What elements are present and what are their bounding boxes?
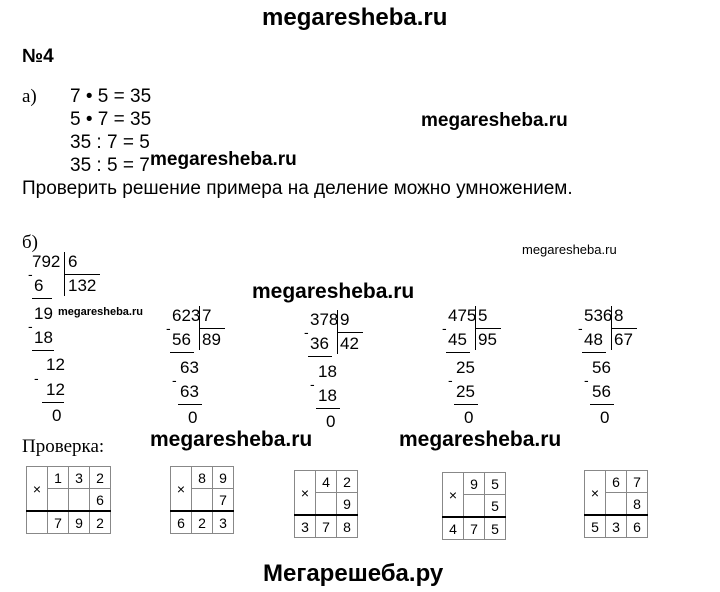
subtraction-line xyxy=(32,298,52,299)
quotient: 95 xyxy=(478,330,497,349)
subtrahend: 18 xyxy=(34,328,53,347)
grid-cell xyxy=(464,495,485,518)
subtrahend: 6 xyxy=(34,276,44,295)
watermark: megaresheba.ru xyxy=(522,242,617,257)
check-grid-2 xyxy=(170,466,234,534)
remainder: 63 xyxy=(180,358,199,377)
subtrahend: 63 xyxy=(180,382,199,401)
grid-cell: 3 xyxy=(69,467,90,489)
long-division-1 xyxy=(28,252,138,432)
remainder: 56 xyxy=(592,358,611,377)
minus-sign: - xyxy=(578,320,583,336)
remainder: 18 xyxy=(318,362,337,381)
minus-sign: - xyxy=(172,372,177,388)
part-b-label: б) xyxy=(22,232,38,253)
subtrahend: 18 xyxy=(318,386,337,405)
grid-cell xyxy=(316,493,337,516)
grid-cell: 7 xyxy=(48,511,69,534)
grid-cell: 2 xyxy=(192,511,213,534)
quotient: 132 xyxy=(68,276,97,295)
dividend: 623 xyxy=(172,306,201,325)
grid-cell: 9 xyxy=(337,493,358,516)
subtraction-line xyxy=(590,404,614,405)
grid-cell: 5 xyxy=(485,495,506,518)
subtrahend: 56 xyxy=(172,330,191,349)
check-grid-4 xyxy=(442,472,506,540)
divisor: 6 xyxy=(68,252,78,271)
multiply-sign: × xyxy=(443,473,464,518)
multiply-sign: × xyxy=(585,471,606,516)
check-label: Проверка: xyxy=(22,436,105,457)
minus-sign: - xyxy=(304,324,309,340)
watermark: megaresheba.ru xyxy=(58,306,143,318)
dividend: 792 xyxy=(32,252,61,271)
remainder: 0 xyxy=(600,408,610,427)
subtraction-line xyxy=(32,350,54,351)
subtrahend: 25 xyxy=(456,382,475,401)
grid-cell xyxy=(69,489,90,512)
minus-sign: - xyxy=(28,266,33,282)
check-grid-3 xyxy=(294,470,358,538)
multiply-sign: × xyxy=(27,467,48,512)
grid-cell: 7 xyxy=(464,517,485,540)
grid-cell: 5 xyxy=(585,515,606,538)
grid-cell: 4 xyxy=(316,471,337,493)
division-bar xyxy=(199,328,225,329)
remainder: 19 xyxy=(34,304,53,323)
minus-sign: - xyxy=(34,370,39,386)
watermark-bottom: Мегарешеба.ру xyxy=(263,560,444,587)
long-division-3 xyxy=(306,310,396,440)
subtrahend: 12 xyxy=(46,380,65,399)
subtraction-line xyxy=(582,352,606,353)
grid-cell xyxy=(27,511,48,534)
grid-cell: 6 xyxy=(90,489,111,512)
quotient: 67 xyxy=(614,330,633,349)
conclusion-text: Проверить решение примера на деление можно умножением. xyxy=(22,178,573,199)
minus-sign: - xyxy=(166,320,171,336)
divisor: 9 xyxy=(340,310,350,329)
grid-cell: 3 xyxy=(295,515,316,538)
subtrahend: 48 xyxy=(584,330,603,349)
grid-cell xyxy=(606,493,627,516)
check-grid-5 xyxy=(584,470,648,538)
grid-cell: 9 xyxy=(213,467,234,489)
grid-cell: 9 xyxy=(69,511,90,534)
dividend: 475 xyxy=(448,306,477,325)
watermark: megaresheba.ru xyxy=(421,110,568,131)
watermark: megaresheba.ru xyxy=(252,280,415,303)
divisor: 5 xyxy=(478,306,488,325)
quotient: 42 xyxy=(340,334,359,353)
grid-cell: 7 xyxy=(316,515,337,538)
subtraction-line xyxy=(42,402,64,403)
dividend: 378 xyxy=(310,310,339,329)
equation-line: 7 • 5 = 35 xyxy=(70,86,152,107)
grid-cell: 6 xyxy=(171,511,192,534)
subtraction-line xyxy=(308,356,332,357)
long-division-5 xyxy=(580,306,670,436)
minus-sign: - xyxy=(448,372,453,388)
grid-cell xyxy=(192,489,213,512)
dividend: 536 xyxy=(584,306,613,325)
grid-cell: 2 xyxy=(90,511,111,534)
check-grid-1 xyxy=(26,466,111,534)
grid-cell: 6 xyxy=(627,515,648,538)
long-division-4 xyxy=(444,306,534,436)
remainder: 0 xyxy=(464,408,474,427)
division-bar xyxy=(611,328,637,329)
remainder: 12 xyxy=(46,355,65,374)
division-bar xyxy=(475,328,501,329)
watermark: megaresheba.ru xyxy=(399,428,562,451)
watermark-top: megaresheba.ru xyxy=(262,4,448,31)
divisor: 8 xyxy=(614,306,624,325)
grid-cell: 8 xyxy=(192,467,213,489)
subtrahend: 56 xyxy=(592,382,611,401)
grid-cell: 7 xyxy=(627,471,648,493)
subtraction-line xyxy=(454,404,478,405)
long-division-2 xyxy=(168,306,258,436)
multiply-sign: × xyxy=(171,467,192,512)
subtraction-line xyxy=(178,404,202,405)
equation-line: 35 : 7 = 5 xyxy=(70,132,150,153)
minus-sign: - xyxy=(442,320,447,336)
remainder: 25 xyxy=(456,358,475,377)
divisor: 7 xyxy=(202,306,212,325)
grid-cell: 8 xyxy=(337,515,358,538)
remainder: 0 xyxy=(52,406,62,425)
grid-cell: 2 xyxy=(90,467,111,489)
quotient: 89 xyxy=(202,330,221,349)
multiply-sign: × xyxy=(295,471,316,516)
grid-cell: 4 xyxy=(443,517,464,540)
subtrahend: 45 xyxy=(448,330,467,349)
division-bar xyxy=(64,274,100,275)
grid-cell: 3 xyxy=(606,515,627,538)
grid-cell: 8 xyxy=(627,493,648,516)
task-number: №4 xyxy=(22,46,54,67)
minus-sign: - xyxy=(584,372,589,388)
grid-cell: 1 xyxy=(48,467,69,489)
grid-cell: 2 xyxy=(337,471,358,493)
minus-sign: - xyxy=(28,318,33,334)
subtraction-line xyxy=(446,352,470,353)
subtraction-line xyxy=(316,408,340,409)
equation-line: 5 • 7 = 35 xyxy=(70,109,152,130)
grid-cell: 5 xyxy=(485,473,506,495)
watermark: megaresheba.ru xyxy=(150,428,313,451)
watermark: megaresheba.ru xyxy=(150,149,297,170)
remainder: 0 xyxy=(326,412,336,431)
subtraction-line xyxy=(170,352,194,353)
part-a-label: а) xyxy=(22,86,37,107)
grid-cell: 3 xyxy=(213,511,234,534)
grid-cell: 5 xyxy=(485,517,506,540)
grid-cell: 9 xyxy=(464,473,485,495)
minus-sign: - xyxy=(310,376,315,392)
grid-cell: 6 xyxy=(606,471,627,493)
grid-cell: 7 xyxy=(213,489,234,512)
division-bar xyxy=(337,332,363,333)
subtrahend: 36 xyxy=(310,334,329,353)
equation-line: 35 : 5 = 7 xyxy=(70,155,150,176)
grid-cell xyxy=(48,489,69,512)
remainder: 0 xyxy=(188,408,198,427)
